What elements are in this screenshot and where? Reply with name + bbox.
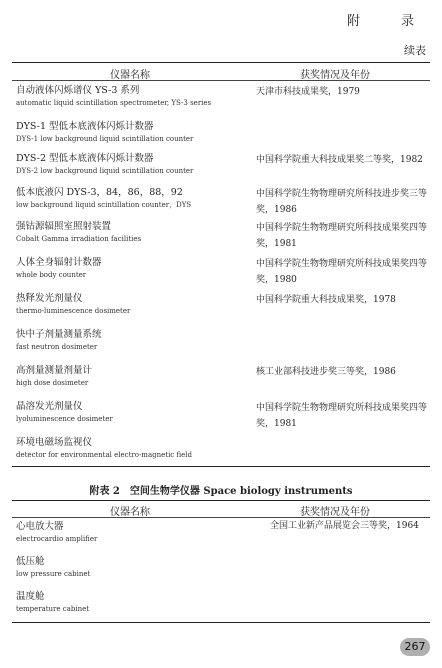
table-row bbox=[16, 436, 430, 461]
instrument-en: low background liquid scintillation counter，DYS bbox=[16, 201, 192, 209]
instrument-cn: 快中子剂量测量系统 bbox=[16, 329, 102, 340]
instrument-en: automatic liquid scintillation spectrometer, YS-3 series bbox=[16, 99, 212, 107]
award-text: 中国科学院重大科技成果奖，1978 bbox=[256, 295, 396, 305]
instrument-cn: 温度舱 bbox=[16, 591, 45, 602]
instrument-en: fast neutron dosimeter bbox=[16, 343, 98, 351]
section-header: 附 录 bbox=[346, 14, 428, 29]
instrument-en: thermo-luminescence dosimeter bbox=[16, 307, 131, 315]
instrument-en: lyoluminescence dosimeter bbox=[16, 415, 113, 423]
continued-label: 续表 bbox=[404, 44, 426, 57]
instrument-cn: 高剂量测量剂量计 bbox=[16, 365, 93, 376]
award-text: 天津市科技成果奖，1979 bbox=[256, 87, 360, 97]
table1-header-rule bbox=[12, 80, 430, 81]
table2-bottom-rule bbox=[12, 622, 430, 623]
instrument-cn: DYS-2 型低本底液体闪烁计数器 bbox=[16, 153, 154, 164]
award-text: 中国科学院生物物理研究所科技进步奖三等奖，1986 bbox=[256, 189, 428, 215]
instrument-cn: 强钴源辐照室照射装置 bbox=[16, 221, 112, 232]
instrument-en: DYS-1 low background liquid scintillation counter bbox=[16, 135, 194, 143]
instrument-en: high dose dosimeter bbox=[16, 379, 89, 387]
instrument-en: low pressure cabinet bbox=[16, 570, 91, 578]
instrument-en: electrocardio amplifier bbox=[16, 535, 98, 543]
table1-top-rule bbox=[12, 62, 430, 63]
table-row bbox=[16, 590, 430, 615]
instrument-cn: 环境电磁场监视仪 bbox=[16, 437, 93, 448]
instrument-en: temperature cabinet bbox=[16, 605, 90, 613]
instrument-cn: 心电放大器 bbox=[16, 521, 64, 532]
table-row bbox=[16, 328, 430, 353]
instrument-cn: 低本底液闪 DYS-3，84，86，88，92 bbox=[16, 187, 183, 198]
table2-top-rule bbox=[12, 500, 430, 501]
table2-caption: 附表 2 空间生物学仪器 Space biology instruments bbox=[89, 486, 353, 497]
table2-col-instrument: 仪器名称 bbox=[110, 507, 150, 518]
instrument-en: whole body counter bbox=[16, 271, 87, 279]
instrument-en: Cobalt Gamma irradiation facilities bbox=[16, 235, 142, 243]
table-row bbox=[16, 120, 430, 145]
award-text: 中国科学院生物物理研究所科技成果奖四等奖，1980 bbox=[256, 259, 428, 285]
instrument-cn: 热释发光剂量仪 bbox=[16, 293, 83, 304]
instrument-en: detector for environmental electro-magnetic field bbox=[16, 451, 192, 459]
table1-col-instrument: 仪器名称 bbox=[110, 70, 150, 81]
award-text: 核工业部科技进步奖三等奖，1986 bbox=[256, 367, 396, 377]
instrument-cn: 自动液体闪烁谱仪 YS-3 系列 bbox=[16, 85, 140, 96]
instrument-cn: DYS-1 型低本底液体闪烁计数器 bbox=[16, 121, 154, 132]
instrument-cn: 晶溶发光剂量仪 bbox=[16, 401, 83, 412]
page-number: 267 bbox=[400, 638, 430, 656]
award-text: 中国科学院重大科技成果奖二等奖，1982 bbox=[256, 155, 423, 165]
table-row bbox=[16, 555, 430, 580]
instrument-en: DYS-2 low background liquid scintillation counter bbox=[16, 167, 194, 175]
instrument-cn: 人体全身辐射计数器 bbox=[16, 257, 102, 268]
table1-col-award: 获奖情况及年份 bbox=[300, 70, 370, 81]
table1-bottom-rule bbox=[12, 466, 430, 467]
award-text: 中国科学院生物物理研究所科技成果奖四等奖，1981 bbox=[256, 223, 428, 249]
instrument-cn: 低压舱 bbox=[16, 556, 45, 567]
award-text: 全国工业新产品展览会三等奖，1964 bbox=[270, 521, 419, 531]
table2-col-award: 获奖情况及年份 bbox=[300, 507, 370, 518]
award-text: 中国科学院生物物理研究所科技成果奖四等奖，1981 bbox=[256, 403, 428, 429]
